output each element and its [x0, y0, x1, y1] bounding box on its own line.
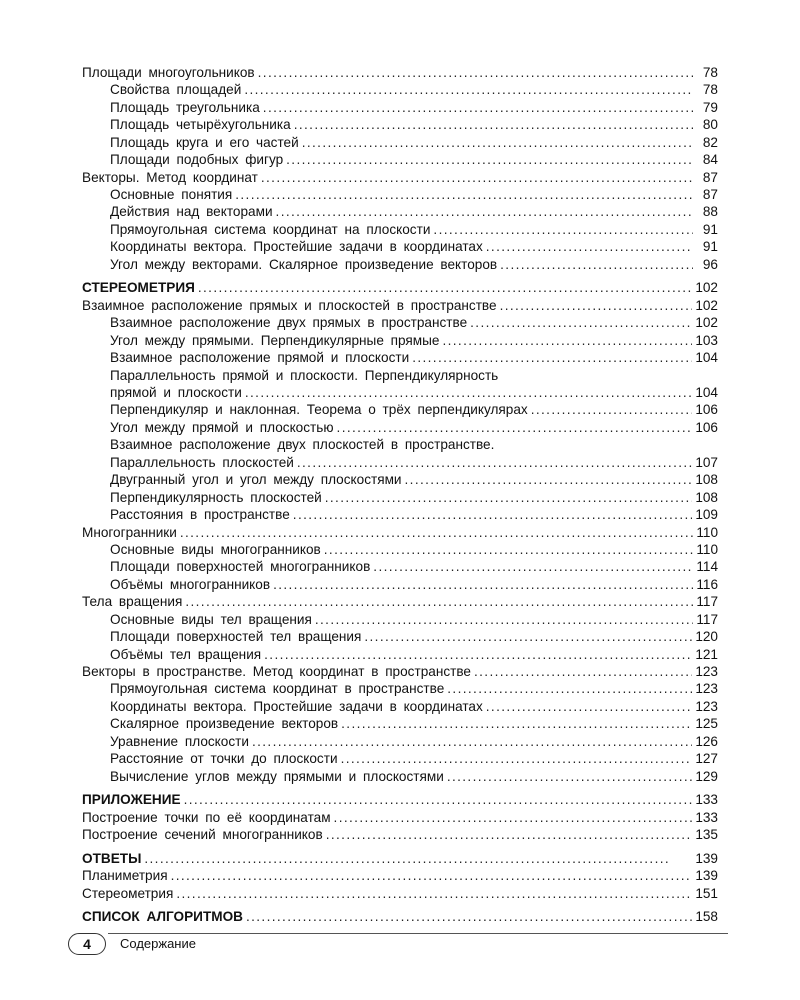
toc-dot-leader	[324, 541, 693, 558]
toc-dot-leader	[235, 186, 693, 203]
toc-dot-leader	[326, 826, 693, 843]
toc-page-number: 108	[695, 489, 718, 505]
page-number-badge: 4	[68, 933, 106, 955]
toc-dot-leader	[198, 279, 692, 296]
toc-entry	[82, 169, 718, 186]
toc-page-number: 139	[695, 868, 718, 884]
toc-entry	[82, 64, 718, 81]
toc-subentry	[82, 402, 718, 419]
toc-page-number: 123	[695, 698, 718, 714]
toc-entry-title: Расстояние от точки до плоскости	[110, 751, 338, 767]
toc-dot-leader	[245, 384, 692, 401]
toc-subentry	[82, 750, 718, 767]
toc-subentry	[82, 81, 718, 98]
toc-page-number: 103	[695, 332, 718, 348]
toc-dot-leader	[293, 506, 693, 523]
toc-subentry	[82, 698, 718, 715]
toc-subentry	[82, 204, 718, 221]
toc-dot-leader	[176, 885, 692, 902]
toc-entry-title: Перпендикулярность плоскостей	[110, 489, 322, 505]
toc-entry-title: Стереометрия	[82, 885, 174, 901]
toc-dot-leader	[447, 768, 693, 785]
toc-page-number: 116	[696, 576, 718, 592]
toc-page-number: 123	[695, 664, 718, 680]
toc-entry	[82, 593, 718, 610]
toc-subentry	[82, 454, 718, 471]
toc-subentry	[82, 471, 718, 488]
toc-entry-title: Основные виды многогранников	[110, 541, 321, 557]
toc-dot-leader	[171, 867, 693, 884]
toc-subentry	[82, 134, 718, 151]
toc-page-number: 121	[695, 646, 718, 662]
toc-dot-leader	[261, 169, 693, 186]
toc-dot-leader	[474, 663, 692, 680]
toc-subentry	[82, 576, 718, 593]
toc-page-number: 108	[695, 472, 718, 488]
toc-dot-leader	[442, 332, 692, 349]
toc-section-heading	[82, 279, 718, 296]
toc-page-number: 91	[702, 221, 718, 237]
toc-entry-title: прямой и плоскости	[110, 385, 242, 401]
toc-page-number: 125	[695, 716, 718, 732]
toc-page-number: 110	[696, 541, 718, 557]
toc-dot-leader	[500, 297, 693, 314]
toc-entry-title: Параллельность плоскостей	[110, 454, 294, 470]
toc-entry-title: СТЕРЕОМЕТРИЯ	[82, 280, 195, 296]
toc-dot-leader	[433, 221, 693, 238]
toc-page-number: 106	[695, 402, 718, 418]
toc-subentry	[82, 314, 718, 331]
toc-subentry	[82, 541, 718, 558]
toc-page-number: 102	[695, 297, 718, 313]
footer-section-label: Содержание	[120, 936, 196, 951]
toc-entry-title: Объёмы тел вращения	[110, 646, 262, 662]
toc-subentry	[82, 116, 718, 133]
toc-entry-title: Взаимное расположение двух плоскостей в пространстве.	[110, 437, 495, 453]
toc-entry-title: Основные виды тел вращения	[110, 611, 312, 627]
toc-entry	[82, 826, 718, 843]
toc-dot-leader	[246, 908, 692, 925]
toc-page-number: 102	[695, 315, 718, 331]
toc-entry	[82, 524, 718, 541]
toc-entry-title: Объёмы многогранников	[110, 576, 271, 592]
toc-subentry	[82, 221, 718, 238]
toc-subentry	[82, 384, 718, 401]
toc-entry-title: Прямоугольная система координат в пространстве	[110, 681, 445, 697]
toc-dot-leader	[258, 64, 693, 81]
toc-page-number: 107	[695, 454, 718, 470]
toc-dot-leader	[286, 151, 693, 168]
toc-entry-title: Двугранный угол и угол между плоскостями	[110, 472, 402, 488]
footer-rule	[108, 933, 728, 934]
toc-entry-title: Площади многоугольников	[82, 64, 255, 80]
toc-subentry	[82, 733, 718, 750]
toc-entry-title: Прямоугольная система координат на плоскости	[110, 221, 431, 237]
toc-dot-leader	[244, 81, 693, 98]
toc-entry-title: Угол между векторами. Скалярное произведение векторов	[110, 256, 498, 272]
toc-dot-leader	[180, 524, 693, 541]
toc-page-number: 123	[695, 681, 718, 697]
toc-page-number: 139	[695, 850, 718, 866]
toc-page-number: 151	[695, 885, 718, 901]
toc-subentry	[82, 681, 718, 698]
toc-entry	[82, 809, 718, 826]
toc-entry	[82, 297, 718, 314]
toc-page-number: 109	[695, 507, 718, 523]
toc-page-number: 104	[695, 350, 718, 366]
toc-dot-leader	[264, 646, 692, 663]
toc-entry-title: Координаты вектора. Простейшие задачи в координатах	[110, 239, 483, 255]
toc-subentry	[82, 151, 718, 168]
toc-dot-leader	[373, 558, 693, 575]
toc-subentry	[82, 186, 718, 203]
toc-entry-title: Площадь круга и его частей	[110, 134, 299, 150]
toc-page-number: 114	[696, 559, 718, 575]
toc-entry-title: СПИСОК АЛГОРИТМОВ	[82, 909, 243, 925]
toc-entry-title: Векторы в пространстве. Метод координат в пространстве	[82, 664, 471, 680]
toc-entry-title: Построение точки по её координатам	[82, 809, 331, 825]
toc-entry-title: Координаты вектора. Простейшие задачи в координатах	[110, 698, 483, 714]
toc-dot-leader	[405, 471, 693, 488]
toc-subentry	[82, 506, 718, 523]
toc-page-number: 104	[695, 385, 718, 401]
toc-entry-title: Построение сечений многогранников	[82, 827, 323, 843]
toc-page-number: 129	[695, 768, 718, 784]
toc-page-number: 87	[702, 187, 718, 203]
toc-entry-title: Площади подобных фигур	[110, 152, 284, 168]
toc-entry-title: Уравнение плоскости	[110, 733, 249, 749]
toc-entry-title: Тела вращения	[82, 594, 183, 610]
toc-dot-leader	[252, 733, 692, 750]
toc-entry-title: Перпендикуляр и наклонная. Теорема о трёх перпендикулярах	[110, 402, 528, 418]
toc-dot-leader	[531, 401, 693, 418]
toc-page-number: 78	[702, 64, 718, 80]
toc-subentry	[82, 256, 718, 273]
toc-dot-leader	[470, 314, 692, 331]
toc-page-number: 84	[702, 152, 718, 168]
toc-subentry	[82, 419, 718, 436]
toc-entry-title: Взаимное расположение прямой и плоскости	[110, 350, 410, 366]
toc-dot-leader	[263, 99, 693, 116]
toc-page-number: 117	[696, 611, 718, 627]
toc-dot-leader	[273, 576, 693, 593]
toc-entry-title: Взаимное расположение прямых и плоскостей в пространстве	[82, 297, 497, 313]
toc-entry-title: Многогранники	[82, 524, 177, 540]
toc-entry-title: Параллельность прямой и плоскости. Перпендикулярность	[110, 367, 499, 383]
toc-dot-leader	[334, 809, 693, 826]
toc-page-number: 133	[695, 809, 718, 825]
toc-entry-title: ПРИЛОЖЕНИЕ	[82, 792, 181, 808]
toc-page-number: 127	[695, 751, 718, 767]
toc-section-heading	[82, 908, 718, 925]
toc-entry-title: Угол между прямой и плоскостью	[110, 419, 334, 435]
toc-dot-leader	[294, 116, 693, 133]
toc-subentry	[82, 558, 718, 575]
table-of-contents	[82, 64, 718, 926]
toc-entry-title: Действия над векторами	[110, 204, 273, 220]
toc-page-number: 158	[695, 909, 718, 925]
toc-page-number: 102	[695, 280, 718, 296]
toc-entry	[82, 885, 718, 902]
toc-page-number: 82	[702, 134, 718, 150]
toc-dot-leader	[486, 698, 693, 715]
toc-entry-title: Основные понятия	[110, 187, 233, 203]
toc-entry-title: Свойства площадей	[110, 82, 242, 98]
toc-dot-leader	[341, 715, 692, 732]
toc-subentry	[82, 611, 718, 628]
toc-dot-leader	[337, 419, 693, 436]
toc-dot-leader	[144, 850, 692, 867]
toc-dot-leader	[302, 134, 693, 151]
toc-subentry	[82, 332, 718, 349]
toc-subentry	[82, 489, 718, 506]
toc-subentry	[82, 646, 718, 663]
toc-entry-title: Планиметрия	[82, 868, 168, 884]
toc-dot-leader	[315, 611, 693, 628]
toc-dot-leader	[341, 750, 693, 767]
toc-page-number: 126	[695, 733, 718, 749]
toc-entry-title: Векторы. Метод координат	[82, 169, 258, 185]
toc-entry-title: Площади поверхностей тел вращения	[110, 629, 362, 645]
toc-page-number: 87	[702, 169, 718, 185]
page-footer	[68, 930, 728, 956]
toc-subentry	[82, 628, 718, 645]
toc-entry-title: Площадь треугольника	[110, 99, 260, 115]
toc-entry-title: Площадь четырёхугольника	[110, 117, 291, 133]
toc-subentry	[82, 349, 718, 366]
toc-dot-leader	[447, 680, 692, 697]
toc-subentry	[82, 238, 718, 255]
toc-subentry	[82, 367, 718, 384]
toc-dot-leader	[486, 238, 693, 255]
toc-entry-title: Скалярное произведение векторов	[110, 716, 339, 732]
toc-entry-title: Расстояния в пространстве	[110, 507, 290, 523]
toc-entry-title: ОТВЕТЫ	[82, 850, 142, 866]
toc-subentry	[82, 99, 718, 116]
toc-page-number: 120	[695, 629, 718, 645]
toc-dot-leader	[184, 791, 693, 808]
toc-page-number: 110	[696, 524, 718, 540]
toc-page-number: 117	[696, 594, 718, 610]
toc-section-heading	[82, 791, 718, 808]
toc-subentry	[82, 715, 718, 732]
toc-dot-leader	[185, 593, 693, 610]
toc-entry-title: Площади поверхностей многогранников	[110, 559, 371, 575]
toc-entry-title: Вычисление углов между прямыми и плоскостями	[110, 768, 444, 784]
toc-dot-leader	[500, 256, 693, 273]
toc-subentry	[82, 436, 718, 453]
toc-dot-leader	[364, 628, 692, 645]
toc-page-number: 135	[695, 827, 718, 843]
toc-page-number: 91	[702, 239, 718, 255]
toc-section-heading	[82, 850, 718, 867]
toc-page-number: 78	[702, 82, 718, 98]
toc-page-number: 80	[702, 117, 718, 133]
toc-page-number: 79	[702, 99, 718, 115]
toc-entry	[82, 663, 718, 680]
toc-entry-title: Взаимное расположение двух прямых в пространстве	[110, 315, 468, 331]
toc-subentry	[82, 768, 718, 785]
toc-dot-leader	[276, 203, 693, 220]
toc-dot-leader	[297, 454, 692, 471]
toc-entry-title: Угол между прямыми. Перпендикулярные прямые	[110, 332, 440, 348]
toc-dot-leader	[412, 349, 692, 366]
toc-page-number: 96	[702, 256, 718, 272]
toc-page-number: 88	[702, 204, 718, 220]
toc-page-number: 106	[695, 419, 718, 435]
toc-page-number: 133	[695, 792, 718, 808]
toc-dot-leader	[325, 489, 693, 506]
toc-entry	[82, 867, 718, 884]
